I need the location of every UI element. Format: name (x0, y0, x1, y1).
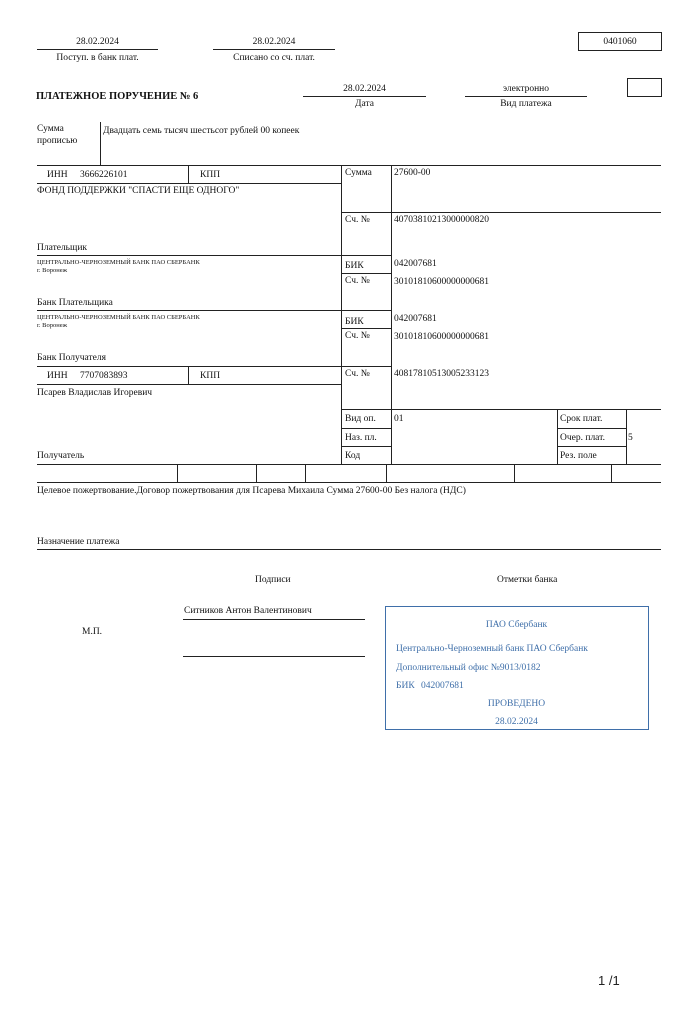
divider (37, 482, 661, 483)
payee-bank-city: г. Воронеж (37, 322, 68, 329)
divider (305, 464, 306, 482)
payer-bik-label: БИК (345, 261, 364, 271)
divider (37, 310, 391, 311)
divider (341, 446, 391, 447)
sum-value: 27600-00 (394, 168, 431, 178)
sum-label: Сумма (345, 168, 372, 178)
purpose-label: Назначение платежа (37, 537, 120, 547)
page-title: ПЛАТЕЖНОЕ ПОРУЧЕНИЕ № 6 (36, 91, 199, 102)
divider (37, 366, 391, 367)
form-code: 0401060 (603, 37, 637, 47)
divider (341, 409, 661, 410)
stamp-status: ПРОВЕДЕНО (487, 699, 546, 709)
payee-bank-name: ЦЕНТРАЛЬНО-ЧЕРНОЗЕМНЫЙ БАНК ПАО СБЕРБАНК (37, 314, 200, 321)
payer-bik: 042007681 (394, 259, 437, 269)
srok-label: Срок плат. (560, 414, 603, 424)
stamp-bik-label: БИК (396, 681, 415, 691)
divider (626, 409, 627, 464)
bank-stamp (385, 606, 649, 730)
divider (37, 549, 661, 550)
payment-type-label: Вид платежа (500, 99, 552, 109)
payee-inn: 7707083893 (80, 371, 128, 381)
stamp-office: Дополнительный офис №9013/0182 (396, 663, 541, 673)
form-code-box (578, 32, 662, 51)
payee-bank-label: Банк Получателя (37, 353, 106, 363)
divider (341, 273, 391, 274)
mp-label: М.П. (82, 627, 103, 637)
divider (341, 328, 391, 329)
naz-pl-label: Наз. пл. (345, 433, 377, 443)
order-date: 28.02.2024 (343, 84, 386, 94)
payee-bank-account-label: Сч. № (345, 331, 370, 341)
divider (37, 183, 341, 184)
ocher-value: 5 (628, 433, 633, 443)
divider (341, 428, 391, 429)
signer-name: Ситников Антон Валентинович (184, 606, 312, 616)
signature-line-1 (183, 619, 365, 620)
divider (303, 96, 426, 97)
divider (341, 212, 661, 213)
amount-words-label-1: Сумма (37, 124, 64, 134)
payer-kpp-label: КПП (200, 170, 221, 180)
bank-marks-label: Отметки банка (497, 575, 558, 585)
divider (341, 165, 342, 464)
divider (37, 49, 158, 50)
payee-bank-account: 30101810600000000681 (394, 332, 489, 342)
signature-line-2 (183, 656, 365, 657)
divider (188, 366, 189, 384)
payee-label: Получатель (37, 451, 85, 461)
vid-op-label: Вид оп. (345, 414, 376, 424)
payer-inn: 3666226101 (80, 170, 128, 180)
payment-type: электронно (502, 84, 550, 94)
payer-bank-account: 30101810600000000681 (394, 277, 489, 287)
received-label: Поступ. в банк плат. (56, 53, 139, 63)
divider (213, 49, 335, 50)
payer-bank-city: г. Воронеж (37, 267, 68, 274)
payee-inn-label: ИНН (47, 371, 68, 381)
vid-op-value: 01 (394, 414, 404, 424)
payee-kpp-label: КПП (200, 371, 221, 381)
divider (37, 384, 341, 385)
payer-inn-label: ИНН (47, 170, 68, 180)
payer-account-label: Сч. № (345, 215, 370, 225)
payer-bank-account-label: Сч. № (345, 276, 370, 286)
order-date-label: Дата (355, 99, 374, 109)
payer-bank-name: ЦЕНТРАЛЬНО-ЧЕРНОЗЕМНЫЙ БАНК ПАО СБЕРБАНК (37, 259, 200, 266)
divider (37, 464, 661, 465)
stamp-bik: 042007681 (421, 681, 464, 691)
ocher-label: Очер. плат. (560, 433, 605, 443)
payee-bik: 042007681 (394, 314, 437, 324)
payee-account-label: Сч. № (345, 369, 370, 379)
divider (100, 122, 101, 165)
divider (37, 255, 391, 256)
payer-label: Плательщик (37, 243, 88, 253)
debited-label: Списано со сч. плат. (233, 53, 315, 63)
divider (557, 446, 626, 447)
divider (465, 96, 587, 97)
purpose-text: Целевое пожертвование.Договор пожертвования для Псарева Михаила Сумма 27600-00 Без налога (НДС) (37, 486, 466, 496)
divider (391, 165, 392, 464)
divider (557, 428, 626, 429)
signatures-label: Подписи (255, 575, 291, 585)
divider (386, 464, 387, 482)
amount-words-label-2: прописью (37, 136, 78, 146)
debited-date: 28.02.2024 (252, 37, 296, 47)
divider (514, 464, 515, 482)
stamp-branch: Центрально-Черноземный банк ПАО Сбербанк (396, 644, 588, 654)
stamp-date: 28.02.2024 (495, 717, 538, 727)
divider (256, 464, 257, 482)
page-number: 1 /1 (598, 973, 620, 988)
payee-bik-label: БИК (345, 317, 364, 327)
stamp-bank: ПАО Сбербанк (485, 620, 548, 630)
rez-label: Рез. поле (560, 451, 597, 461)
kod-label: Код (345, 451, 361, 461)
divider (188, 165, 189, 183)
divider (177, 464, 178, 482)
payee-name: Псарев Владислав Игоревич (37, 388, 153, 398)
divider (37, 165, 661, 166)
payer-account: 40703810213000000820 (394, 215, 489, 225)
payer-bank-label: Банк Плательщика (37, 298, 113, 308)
received-date: 28.02.2024 (76, 37, 119, 47)
divider (557, 409, 558, 464)
payer-name: ФОНД ПОДДЕРЖКИ "СПАСТИ ЕЩЕ ОДНОГО" (37, 186, 240, 196)
status-box (627, 78, 662, 97)
payee-account: 40817810513005233123 (394, 369, 489, 379)
divider (611, 464, 612, 482)
amount-words-value: Двадцать семь тысяч шестьсот рублей 00 копеек (103, 126, 300, 136)
